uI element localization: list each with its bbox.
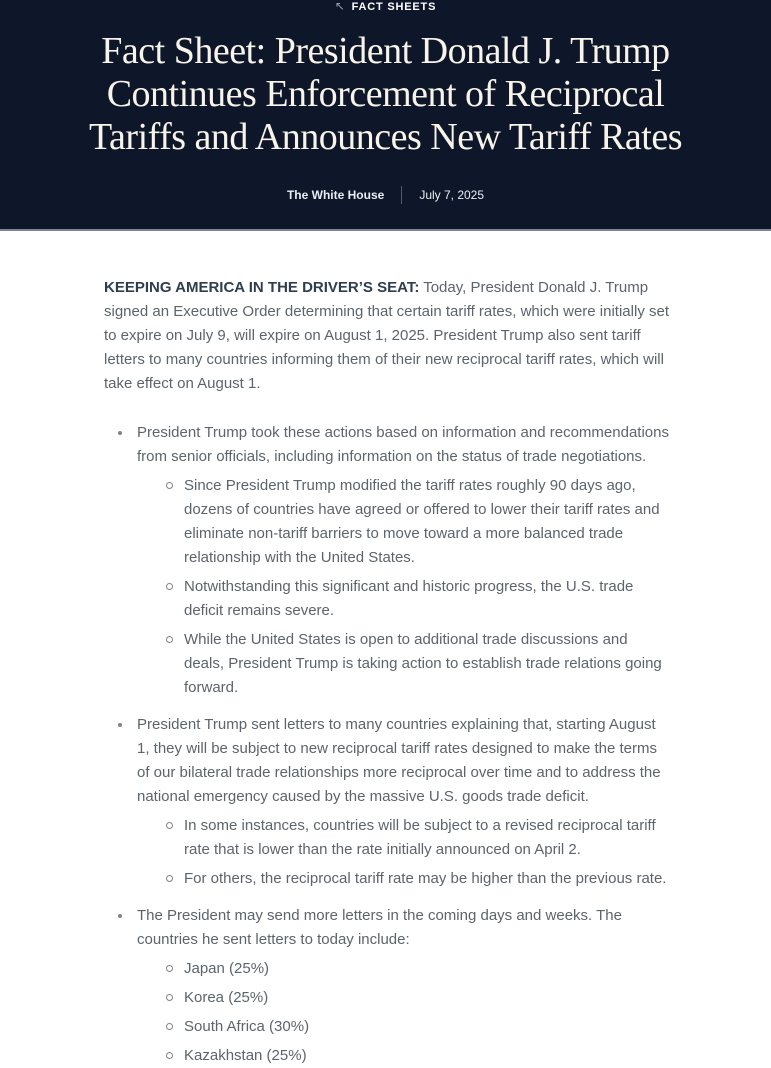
sub-bullet-item: For others, the reciprocal tariff rate may be higher than the previous rate.	[137, 867, 671, 891]
lead-paragraph	[104, 276, 671, 396]
arrow-up-left-icon: ↖	[334, 0, 346, 13]
breadcrumb[interactable]	[0, 1, 771, 13]
bullet-text: President Trump sent letters to many countries explaining that, starting August 1, they will be subject to new reciprocal tariff rates designed to make the terms of our bilateral trade relationships more reciprocal over time and to address the national emergency caused by the massive U.S. goods trade deficit.	[137, 716, 661, 805]
bullet-item	[104, 713, 671, 891]
sub-bullet-item: Japan (25%)	[137, 957, 671, 981]
article-meta	[0, 186, 771, 204]
page-title	[0, 0, 771, 159]
page-title-line: Tariffs and Announces New Tariff Rates	[88, 116, 683, 158]
bullet-item	[104, 421, 671, 700]
bullet-list	[104, 421, 671, 1068]
meta-divider	[401, 186, 402, 204]
sub-bullet-list	[137, 474, 671, 700]
page-title-line: Continues Enforcement of Reciprocal	[106, 73, 665, 115]
bullet-text: President Trump took these actions based on information and recommendations from senior officials, including information on the status of trade negotiations.	[137, 424, 669, 465]
bullet-item	[104, 904, 671, 1068]
lead-heading: KEEPING AMERICA IN THE DRIVER’S SEAT:	[104, 279, 420, 296]
breadcrumb-label: FACT SHEETS	[351, 1, 437, 13]
sub-bullet-list	[137, 814, 671, 891]
lead-text: Today, President Donald J. Trump signed an Executive Order determining that certain tariff rates, which were initially set to expire on July 9, will expire on August 1, 2025. President Trump also sent tariff letters to many countries informing them of their new reciprocal tariff rates, which will take effect on August 1.	[104, 279, 669, 392]
sub-bullet-item: Kazakhstan (25%)	[137, 1044, 671, 1068]
sub-bullet-item: South Africa (30%)	[137, 1015, 671, 1039]
bullet-text: The President may send more letters in the coming days and weeks. The countries he sent letters to today include:	[137, 907, 622, 948]
sub-bullet-item: Korea (25%)	[137, 986, 671, 1010]
sub-bullet-item: While the United States is open to additional trade discussions and deals, President Trump is taking action to establish trade relations going forward.	[137, 628, 671, 700]
article-body	[0, 231, 771, 1068]
meta-source: The White House	[286, 188, 385, 202]
sub-bullet-item: In some instances, countries will be subject to a revised reciprocal tariff rate that is lower than the rate initially announced on April 2.	[137, 814, 671, 862]
article-header	[0, 0, 771, 231]
page-title-line: Fact Sheet: President Donald J. Trump	[101, 30, 670, 72]
sub-bullet-item: Since President Trump modified the tariff rates roughly 90 days ago, dozens of countries have agreed or offered to lower their tariff rates and eliminate non-tariff barriers to move toward a more balanced trade relationship with the United States.	[137, 474, 671, 570]
sub-bullet-item: Notwithstanding this significant and historic progress, the U.S. trade deficit remains severe.	[137, 575, 671, 623]
meta-date: July 7, 2025	[419, 188, 485, 202]
sub-bullet-list	[137, 957, 671, 1068]
